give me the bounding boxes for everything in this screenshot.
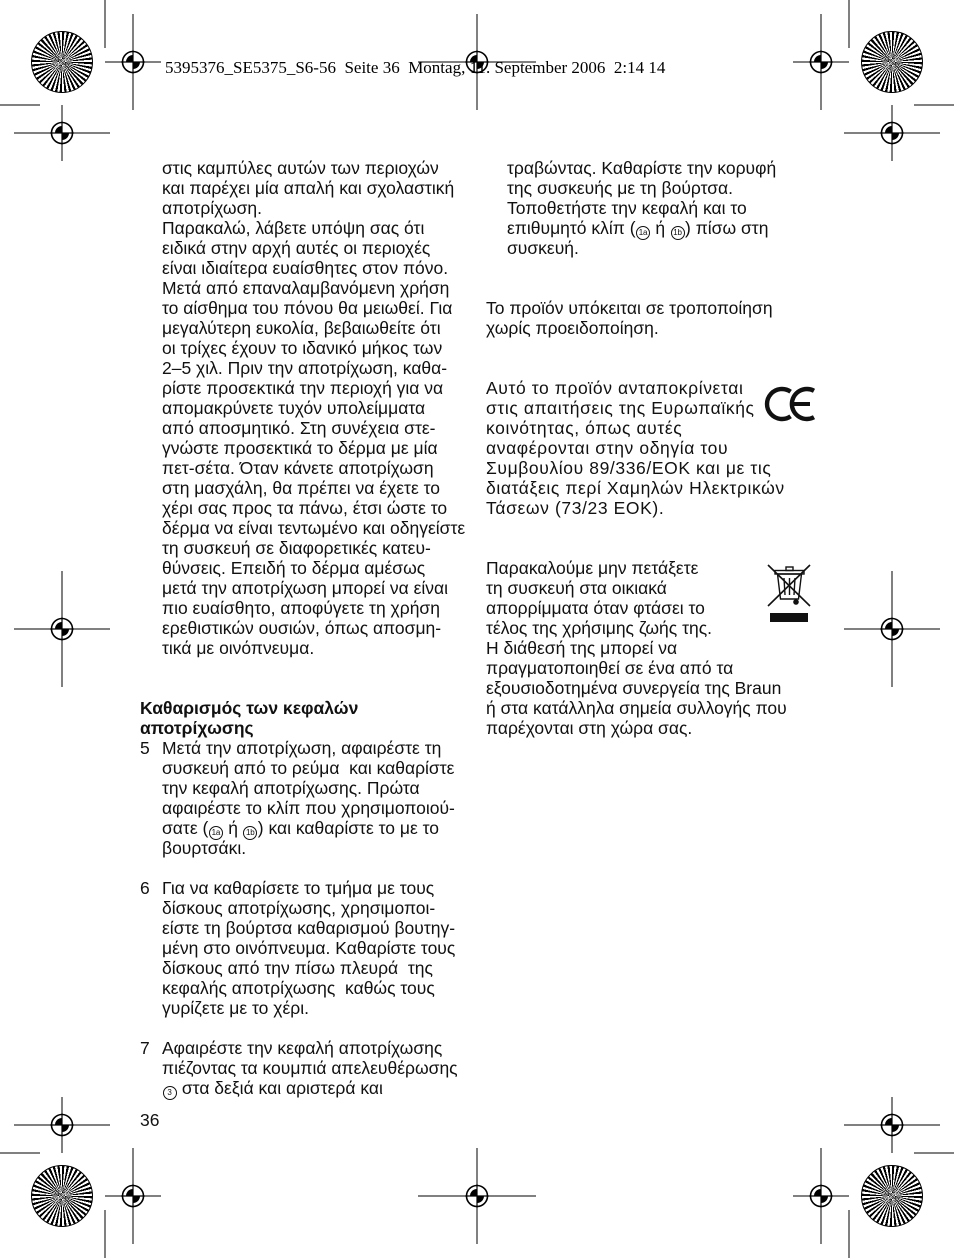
intro-line: τη συσκευή σε διαφορετικές κατευ- bbox=[162, 538, 431, 558]
intro-line: ερεθιστικών ουσιών, όπως αποσμη- bbox=[162, 618, 442, 638]
notice-line: στις απαιτήσεις της Ευρωπαϊκής bbox=[486, 398, 755, 418]
intro-line: τικά με οινόπνευμα. bbox=[162, 638, 315, 658]
notice-line: κοινότητας, όπως αυτές bbox=[486, 418, 683, 438]
registration-mark-icon bbox=[121, 1184, 145, 1208]
intro-line: το αίσθημα του πόνου θα μειωθεί. Για bbox=[162, 298, 453, 318]
intro-line: ειδικά στην αρχή αυτές οι περιοχές bbox=[162, 238, 431, 258]
ce-compliance-notice bbox=[486, 378, 785, 518]
intro-line: στη μασχάλη, θα πρέπει να έχετε το bbox=[162, 478, 441, 498]
text-segment: επιθυμητό κλίπ ( bbox=[507, 218, 636, 238]
circled-reference-label: 1b bbox=[243, 826, 257, 840]
text-segment: ή bbox=[650, 218, 671, 238]
notice-line: πραγματοποιηθεί σε ένα από τα bbox=[486, 658, 734, 678]
section-heading-line: Καθαρισμός των κεφαλών bbox=[140, 698, 359, 718]
notice-line: Συμβουλίου 89/336/ΕΟΚ και με τις bbox=[486, 458, 772, 478]
step-line: τραβώντας. Καθαρίστε την κορυφή bbox=[507, 158, 777, 178]
intro-line: οι τρίχες έχουν το ιδανικό μήκος των bbox=[162, 338, 443, 358]
registration-mark-icon bbox=[465, 1184, 489, 1208]
registration-lines bbox=[14, 14, 940, 1244]
notice-line: Τάσεων (73/23 ΕΟΚ). bbox=[486, 498, 665, 518]
intro-line: μεγαλύτερη ευκολία, βεβαιωθείτε ότι bbox=[162, 318, 441, 338]
intro-line: αποτρίχωση. bbox=[162, 198, 262, 218]
step-line: αφαιρέστε το κλίπ που χρησιμοποιού- bbox=[162, 798, 455, 818]
intro-line: πιο ευαίσθητο, αποφύγετε τη χρήση bbox=[162, 598, 440, 618]
notice-line: χωρίς προειδοποίηση. bbox=[486, 318, 659, 338]
crossed-out-wheelie-bin-icon bbox=[764, 560, 814, 626]
step-line: γυρίζετε με το χέρι. bbox=[162, 998, 309, 1018]
step-text bbox=[162, 1038, 458, 1098]
section-heading-line: αποτρίχωσης bbox=[140, 718, 254, 738]
notice-line: Το προϊόν υπόκειται σε τροποποίηση bbox=[486, 298, 773, 318]
text-segment: ή bbox=[223, 818, 243, 838]
step-number: 6 bbox=[140, 878, 150, 898]
intro-line: 2–5 χιλ. Πριν την αποτρίχωση, καθα- bbox=[162, 358, 448, 378]
step-line bbox=[162, 818, 439, 838]
disposal-notice bbox=[486, 558, 787, 738]
registration-mark-icon bbox=[809, 1184, 833, 1208]
step-line: συσκευή. bbox=[507, 238, 579, 258]
text-segment: σατε ( bbox=[162, 818, 209, 838]
page-number: 36 bbox=[140, 1110, 160, 1130]
step-text bbox=[162, 738, 455, 858]
registration-mark-icon bbox=[880, 617, 904, 641]
circled-reference-label: 1a bbox=[636, 226, 650, 240]
notice-line: τη συσκευή στα οικιακά bbox=[486, 578, 667, 598]
step-line: δίσκους αποτρίχωσης, χρησιμοποι- bbox=[162, 898, 436, 918]
step-line bbox=[507, 218, 768, 238]
step-line: Αφαιρέστε την κεφαλή αποτρίχωσης bbox=[162, 1038, 443, 1058]
intro-line: μετά την αποτρίχωση μπορεί να είναι bbox=[162, 578, 449, 598]
registration-mark-icon bbox=[121, 50, 145, 74]
intro-line: είναι ιδιαίτερα ευαίσθητες στον πόνο. bbox=[162, 258, 449, 278]
registration-mark-icon bbox=[809, 50, 833, 74]
text-segment: στα δεξιά και αριστερά και bbox=[177, 1078, 383, 1098]
step-line: την κεφαλή αποτρίχωσης. Πρώτα bbox=[162, 778, 420, 798]
intro-line: Παρακαλώ, λάβετε υπόψη σας ότι bbox=[162, 218, 425, 238]
step-line: συσκευή από το ρεύμα και καθαρίστε bbox=[162, 758, 455, 778]
intro-line: απομακρύνετε τυχόν υπολείμματα bbox=[162, 398, 426, 418]
step-line: κεφαλής αποτρίχωσης καθώς τους bbox=[162, 978, 435, 998]
intro-line: και παρέχει μία απαλή και σχολαστική bbox=[162, 178, 455, 198]
step-line: Για να καθαρίσετε το τμήμα με τους bbox=[162, 878, 435, 898]
step-line: δίσκους από την πίσω πλευρά της bbox=[162, 958, 433, 978]
intro-paragraph bbox=[162, 158, 465, 658]
step-line: βουρτσάκι. bbox=[162, 838, 247, 858]
intro-line: γνώστε προσεκτικά το δέρμα με μία bbox=[162, 438, 438, 458]
notice-line: εξουσιοδοτημένα συνεργεία της Braun bbox=[486, 678, 782, 698]
step-7-continuation bbox=[507, 158, 776, 258]
intro-line: χέρι σας προς τα πάνω, έτσι ώστε το bbox=[162, 498, 448, 518]
registration-mark-icon bbox=[880, 1113, 904, 1137]
registration-mark-icon bbox=[50, 617, 74, 641]
notice-line: αναφέρονται στην οδηγία του bbox=[486, 438, 729, 458]
notice-line: ή στα κατάλληλα σημεία συλλογής που bbox=[486, 698, 787, 718]
starburst-target-icon bbox=[31, 1165, 93, 1227]
step-number: 7 bbox=[140, 1038, 150, 1058]
notice-line: Αυτό το προϊόν ανταποκρίνεται bbox=[486, 378, 744, 398]
step-line bbox=[162, 1078, 383, 1098]
step-line: Τοποθετήστε την κεφαλή και το bbox=[507, 198, 747, 218]
intro-line: δέρμα να είναι τεντωμένο και οδηγείστε bbox=[162, 518, 466, 538]
notice-line: διατάξεις περί Χαμηλών Ηλεκτρικών bbox=[486, 478, 785, 498]
intro-line: ρίστε προσεκτικά την περιοχή για να bbox=[162, 378, 444, 398]
registration-mark-icon bbox=[880, 121, 904, 145]
modification-notice bbox=[486, 298, 773, 338]
step-line: είστε τη βούρτσα καθαρισμού βουτηγ- bbox=[162, 918, 456, 938]
starburst-target-icon bbox=[31, 31, 93, 93]
intro-line: από αποσμητικό. Στη συνέχεια στε- bbox=[162, 418, 436, 438]
starburst-target-icon bbox=[861, 1165, 923, 1227]
intro-line: πετ-σέτα. Όταν κάνετε αποτρίχωση bbox=[162, 458, 434, 478]
intro-line: θύνσεις. Επειδή το δέρμα αμέσως bbox=[162, 558, 426, 578]
notice-line: τέλος της χρήσιμης ζωής της. bbox=[486, 618, 713, 638]
circled-reference-label: 1a bbox=[209, 826, 223, 840]
text-segment: ) πίσω στη bbox=[685, 218, 769, 238]
starburst-target-icon bbox=[861, 31, 923, 93]
circled-reference-label: 3 bbox=[163, 1086, 177, 1100]
step-text bbox=[162, 878, 455, 1018]
text-segment: ) και καθαρίστε το με το bbox=[257, 818, 440, 838]
notice-line: Παρακαλούμε μην πετάξετε bbox=[486, 558, 699, 578]
step-line: της συσκευής με τη βούρτσα. bbox=[507, 178, 734, 198]
notice-line: παρέχονται στη χώρα σας. bbox=[486, 718, 693, 738]
intro-line: στις καμπύλες αυτών των περιοχών bbox=[162, 158, 439, 178]
registration-mark-icon bbox=[50, 1113, 74, 1137]
step-line: μένη στο οινόπνευμα. Καθαρίστε τους bbox=[162, 938, 456, 958]
intro-line: Μετά από επαναλαμβανόμενη χρήση bbox=[162, 278, 450, 298]
step-line: πιέζοντας τα κουμπιά απελευθέρωσης bbox=[162, 1058, 458, 1078]
step-number: 5 bbox=[140, 738, 150, 758]
section-heading bbox=[140, 698, 358, 738]
notice-line: Η διάθεσή της μπορεί να bbox=[486, 638, 678, 658]
registration-mark-icon bbox=[50, 121, 74, 145]
step-line: Μετά την αποτρίχωση, αφαιρέστε τη bbox=[162, 738, 442, 758]
circled-reference-label: 1b bbox=[671, 226, 685, 240]
ce-mark-icon bbox=[760, 382, 816, 428]
print-slug-header: 5395376_SE5375_S6-56 Seite 36 Montag, 11. September 2006 2:14 14 bbox=[165, 58, 666, 77]
notice-line: απορρίμματα όταν φτάσει το bbox=[486, 598, 705, 618]
